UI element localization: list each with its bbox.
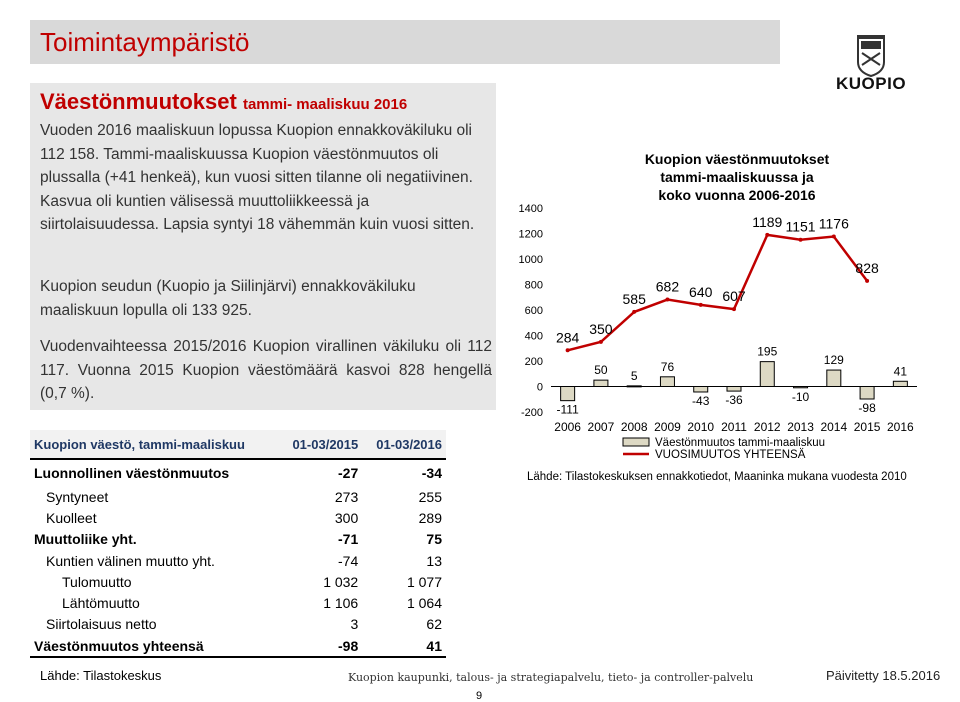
- row-value-2015: 273: [334, 488, 359, 505]
- row-label: Muuttoliike yht.: [34, 531, 137, 548]
- bar-data-label: 76: [660, 359, 675, 374]
- footer-organization: Kuopion kaupunki, talous- ja strategiapalvelu, tieto- ja controller-palvelu: [348, 671, 754, 684]
- bar-mark: [627, 386, 641, 387]
- logo-wordmark: KUOPIO: [836, 74, 907, 93]
- legend-bar-swatch: [623, 438, 649, 446]
- row-value-2015: -71: [338, 531, 359, 548]
- row-label: Syntyneet: [46, 488, 109, 505]
- population-table: [30, 430, 446, 658]
- table-row: [30, 635, 446, 657]
- bar-data-label: -10: [791, 389, 810, 404]
- bar-data-label: 41: [893, 364, 908, 379]
- y-tick-label: 0: [536, 381, 543, 394]
- row-value-2016: 1 077: [406, 573, 442, 590]
- bar-mark: [561, 387, 575, 401]
- paragraph-2: Kuopion seudun (Kuopio ja Siilinjärvi) ennakkoväkiluku maaliskuun lopulla oli 133 925.: [40, 278, 416, 319]
- slide-title: Toimintaympäristö: [40, 27, 250, 57]
- bar-mark: [794, 387, 808, 388]
- row-label: Väestönmuutos yhteensä: [30, 635, 279, 657]
- page-number: 9: [476, 690, 483, 702]
- bar-data-label: -36: [725, 393, 743, 408]
- y-tick-label: 200: [524, 356, 543, 368]
- line-data-label: 1151: [785, 218, 816, 235]
- chart-title-line: koko vuonna 2006-2016: [658, 187, 816, 203]
- legend-bar-label: Väestönmuutos tammi-maaliskuu: [655, 437, 826, 449]
- header-2015: 01-03/2015: [279, 430, 363, 459]
- table-header-row: [30, 430, 446, 459]
- bar-mark: [594, 380, 608, 386]
- row-label: Lähtömuutto: [62, 595, 140, 612]
- x-tick-label: 2006: [554, 420, 581, 434]
- line-point: [832, 235, 836, 239]
- y-tick-label: -200: [520, 407, 543, 419]
- x-tick-label: 2016: [887, 420, 914, 434]
- x-tick-label: 2013: [787, 420, 814, 434]
- x-tick-label: 2015: [853, 420, 881, 434]
- bar-mark: [760, 362, 774, 387]
- row-value-2015: 3: [350, 616, 359, 633]
- header-label: Kuopion väestö, tammi-maaliskuu: [30, 430, 279, 459]
- row-label: Kuntien välinen muutto yht.: [46, 552, 215, 569]
- line-point: [765, 233, 769, 237]
- line-point: [599, 340, 603, 344]
- header-2016: 01-03/2016: [362, 430, 446, 459]
- line-data-label: 828: [855, 259, 879, 276]
- line-point: [566, 348, 570, 352]
- heading-sub: tammi- maaliskuu 2016: [242, 96, 408, 113]
- line-data-label: 350: [589, 320, 613, 337]
- table-row: [30, 550, 446, 571]
- row-value-2016: 289: [418, 509, 442, 526]
- line-data-label: 1189: [752, 213, 783, 230]
- line-data-label: 1176: [818, 215, 849, 232]
- line-point: [665, 298, 669, 302]
- y-tick-label: 1400: [518, 203, 543, 215]
- population-change-chart: [505, 140, 925, 500]
- line-data-label: 607: [722, 288, 746, 305]
- table-row: [30, 529, 446, 550]
- bar-data-label: 129: [823, 353, 844, 368]
- x-tick-label: 2012: [753, 420, 781, 434]
- x-tick-label: 2008: [620, 420, 648, 434]
- row-value-2016: 255: [418, 488, 442, 505]
- line-point: [799, 238, 803, 242]
- table-row: [30, 459, 446, 486]
- bar-data-label: -98: [858, 400, 876, 415]
- bar-mark: [694, 387, 708, 392]
- bar-data-label: -111: [556, 402, 579, 417]
- x-tick-label: 2014: [820, 420, 848, 434]
- bar-data-label: 5: [630, 368, 638, 383]
- row-value-2015: -98: [279, 635, 363, 657]
- row-value-2015: 1 032: [323, 573, 359, 590]
- line-point: [865, 279, 869, 283]
- row-value-2016: 41: [362, 635, 446, 657]
- y-tick-label: 800: [524, 279, 543, 292]
- row-value-2015: -27: [338, 465, 359, 481]
- bar-mark: [660, 377, 674, 387]
- row-value-2016: 75: [426, 531, 442, 548]
- row-value-2015: 300: [334, 509, 359, 526]
- chart-svg: [505, 140, 925, 500]
- chart-title-line: Kuopion väestönmuutokset: [644, 151, 830, 167]
- chart-title-line: tammi-maaliskuussa ja: [660, 169, 814, 185]
- row-value-2016: 62: [426, 616, 442, 633]
- legend-line-label: VUOSIMUUTOS YHTEENSÄ: [655, 449, 806, 461]
- bar-mark: [893, 381, 907, 386]
- line-data-label: 682: [655, 278, 680, 295]
- line-point: [699, 303, 703, 307]
- paragraph-1: Vuoden 2016 maaliskuun lopussa Kuopion ennakkoväkiluku oli 112 158. Tammi-maaliskuussa Kuopion väestönmuutos oli plussalla (+41 henkeä), kun vuosi sitten tilanne oli negatiivinen. Kasvua oli kuntien välisessä muuttoliikkeessä ja siirtolaisuudessa. Lapsia syntyi 18 vähemmän kuin vuosi sitten.: [40, 122, 475, 233]
- row-value-2015: 1 106: [323, 595, 359, 612]
- line-data-label: 284: [555, 329, 580, 346]
- paragraph-3: Vuodenvaihteessa 2015/2016 Kuopion virallinen väkiluku oli 112 117. Vuonna 2015 Kuopion väestömäärä kasvoi 828 hengellä (0,7 %).: [40, 338, 492, 402]
- heading-main: Väestönmuutokset: [40, 89, 237, 114]
- row-value-2015: -74: [338, 552, 359, 569]
- bar-mark: [827, 370, 841, 386]
- bar-mark: [727, 387, 741, 392]
- y-tick-label: 1000: [518, 254, 543, 266]
- line-point: [632, 310, 636, 314]
- row-value-2016: 1 064: [406, 595, 442, 612]
- line-point: [732, 307, 736, 311]
- line-data-label: 640: [689, 283, 713, 300]
- row-label: Luonnollinen väestönmuutos: [34, 465, 230, 481]
- row-value-2016: -34: [421, 465, 442, 481]
- table-row: [30, 614, 446, 635]
- x-tick-label: 2009: [654, 420, 681, 434]
- row-value-2016: 13: [426, 552, 442, 569]
- x-tick-label: 2010: [687, 420, 715, 434]
- table-row: [30, 592, 446, 613]
- y-tick-label: 1200: [518, 228, 543, 241]
- bar-mark: [860, 387, 874, 399]
- row-label: Tulomuutto: [62, 573, 132, 590]
- x-tick-label: 2007: [587, 420, 615, 434]
- row-label: Kuolleet: [46, 509, 97, 526]
- bar-data-label: 50: [594, 363, 608, 378]
- row-label: Siirtolaisuus netto: [46, 616, 157, 633]
- table-row: [30, 571, 446, 592]
- x-tick-label: 2011: [721, 420, 747, 434]
- chart-source: Lähde: Tilastokeskuksen ennakkotiedot, Maaninka mukana vuodesta 2010: [527, 471, 907, 483]
- line-data-label: 585: [622, 290, 646, 307]
- footer-source: Lähde: Tilastokeskus: [40, 668, 162, 683]
- section-heading: [40, 89, 407, 115]
- y-tick-label: 400: [524, 330, 543, 343]
- bar-data-label: -43: [692, 393, 710, 408]
- bar-data-label: 195: [757, 344, 778, 359]
- footer-updated: Päivitetty 18.5.2016: [826, 668, 941, 683]
- table-row: [30, 486, 446, 507]
- title-bar: [30, 20, 780, 64]
- table-row: [30, 507, 446, 528]
- y-tick-label: 600: [524, 305, 543, 317]
